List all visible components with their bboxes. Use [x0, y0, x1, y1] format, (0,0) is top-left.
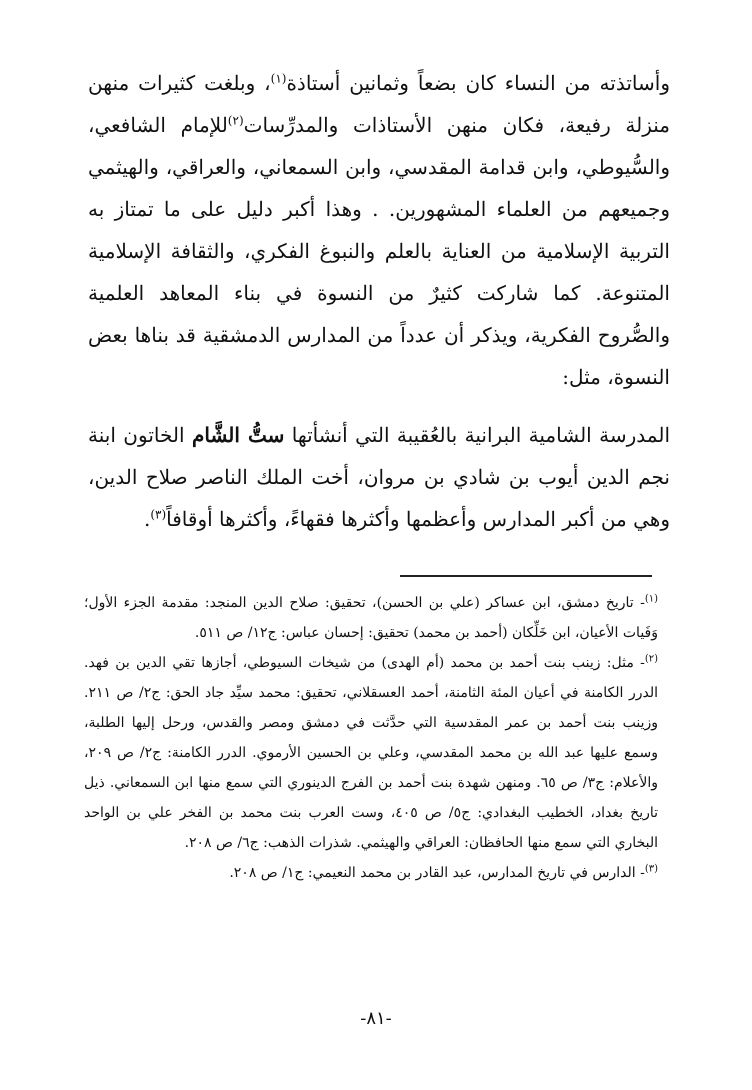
footnote-3-text: - الدارس في تاريخ المدارس، عبد القادر بن محمد النعيمي: ج١/ ص ٢٠٨.: [229, 865, 645, 881]
page-number: -٨١-: [360, 1008, 392, 1029]
paragraph-1-text-c: للإمام الشافعي، والسُّيوطي، وابن قدامة المقدسي، وابن السمعاني، والعراقي، والهيثمي وجميعهم من العلماء المشهورين. . وهذا أكبر دليل على ما تمتاز به التربية الإسلامية من العناية بالعلم والنبوغ الفكري، والثقافة الإسلامية المتنوعة. كما شاركت كثيرٌ من النسوة في بناء المعاهد العلمية والصُّروح الفكرية، ويذكر أن عدداً من المدارس الدمشقية قد بناها بعض النسوة، مثل:: [88, 113, 670, 389]
footnote-separator: [400, 575, 652, 577]
paragraph-1: [88, 62, 670, 398]
footnote-2-text: - مثل: زينب بنت أحمد بن محمد (أم الهدى) من شيخات السيوطي، أجازها تقي الدين بن فهد. الدرر الكامنة في أعيان المئة الثامنة، أحمد العسقلاني، تحقيق: محمد سيِّد جاد الحق: ج٢/ ص ٢١١. وزينب بنت أحمد بن عمر المقدسية التي حدَّثت في دمشق ومصر والقدس، ورحل إليها الطلبة، وسمع عليها عبد الله بن محمد المقدسي، وعلي بن الحسين الأرموي. الدرر الكامنة: ج٢/ ص ٢٠٩، والأعلام: ج٣/ ص ٦٥. ومنهن شهدة بنت أحمد بن الفرج الدينوري التي سمع منها ابن السمعاني. ذيل تاريخ بغداد، الخطيب البغدادي: ج٥/ ص ٤٠٥، وست العرب بنت محمد بن الفخر علي بن الواحد البخاري التي سمع منها الحافظان: العراقي والهيثمي. شذرات الذهب: ج٦/ ص ٢٠٨.: [84, 655, 659, 851]
footnote-ref-3[interactable]: (٣): [150, 507, 167, 522]
footnote-ref-1[interactable]: (١): [270, 71, 287, 86]
footnote-1-mark: (١): [644, 593, 658, 605]
paragraph-2-text-a: المدرسة الشامية البرانية بالعُقيبة التي أنشأتها: [291, 423, 670, 447]
footnote-2: [84, 648, 658, 858]
footnotes: [84, 588, 658, 888]
paragraph-2: [88, 414, 670, 540]
paragraph-1-text-b: ، وبلغت كثيرات منهن منزلة رفيعة، فكان منهن الأستاذات والمدرِّسات: [88, 71, 670, 137]
paragraph-2-text-c: .: [143, 507, 151, 531]
footnote-3: [84, 858, 658, 888]
main-text: [88, 62, 670, 540]
footnote-3-mark: (٣): [644, 863, 658, 875]
footnote-1-text: - تاريخ دمشق، ابن عساكر (علي بن الحسن)، تحقيق: صلاح الدين المنجد: مقدمة الجزء الأول؛ وَفَيات الأعيان، ابن خَلِّكان (أحمد بن محمد) تحقيق: إحسان عباس: ج١٢/ ص ٥١١.: [84, 595, 658, 641]
footnote-ref-2[interactable]: (٢): [227, 113, 244, 128]
footnote-1: [84, 588, 658, 648]
paragraph-2-text-b: الخاتون ابنة نجم الدين أيوب بن شادي بن مروان، أخت الملك الناصر صلاح الدين، وهي من أكبر المدارس وأعظمها وأكثرها فقهاءً، وأكثرها أوقافاً: [88, 423, 670, 531]
footnote-2-mark: (٢): [644, 653, 658, 665]
person-name-sitt-al-sham: ستُّ الشَّام: [191, 423, 285, 447]
paragraph-1-text-a: وأساتذته من النساء كان بضعاً وثمانين أستاذة: [286, 71, 670, 95]
